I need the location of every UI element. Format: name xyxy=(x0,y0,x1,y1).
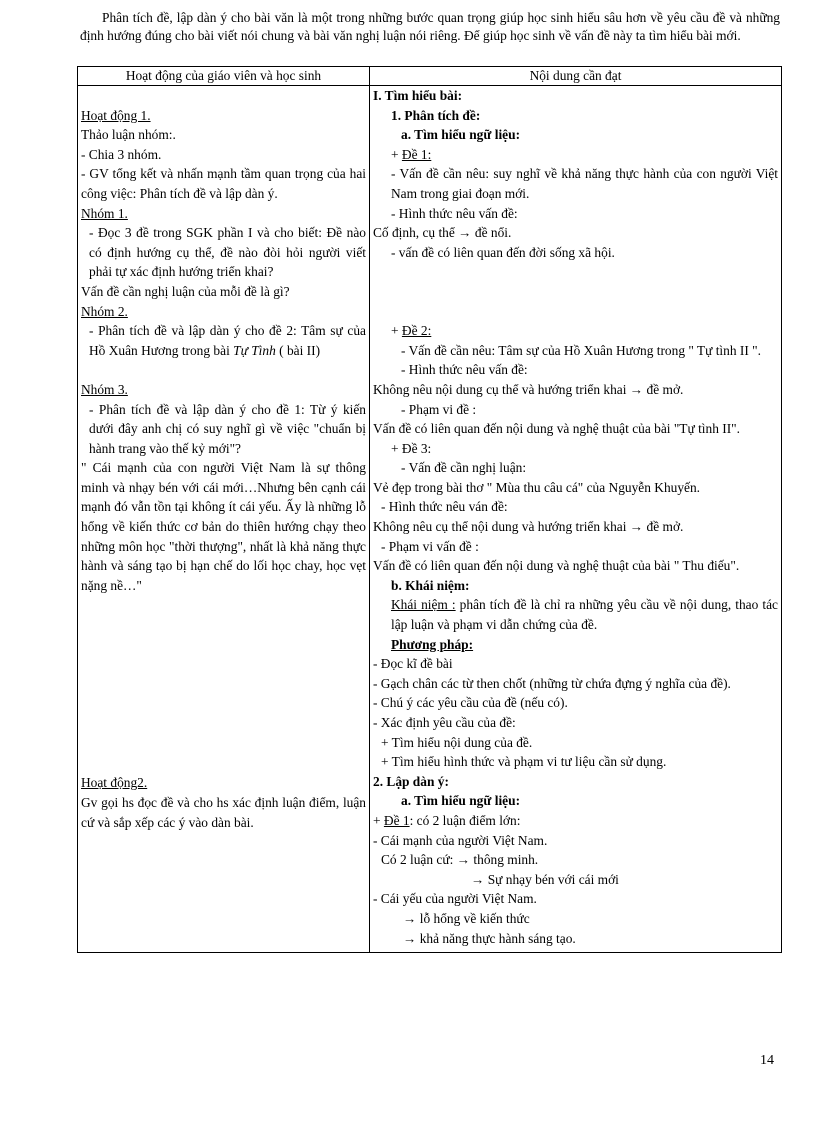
de1-plus: + xyxy=(391,146,402,162)
de2-line2: - Hình thức nêu vấn đề: xyxy=(401,362,528,378)
s2-de1-label: Đề 1 xyxy=(383,812,410,828)
s2-de1-rest: : có 2 luận điểm lớn: xyxy=(409,812,521,828)
method-1: - Đọc kĩ đề bài xyxy=(373,656,453,672)
hd1-line2: - Chia 3 nhóm. xyxy=(81,146,162,162)
outline-1: - Cái mạnh của người Việt Nam. xyxy=(373,832,548,848)
method-5: + Tìm hiểu nội dung của đề. xyxy=(381,734,533,750)
hd1-title: Hoạt động 1. xyxy=(81,107,151,123)
de2-heading xyxy=(373,321,778,341)
outline-3: → Sự nhạy bén với cái mới xyxy=(471,871,619,887)
method-2: - Gạch chân các từ then chốt (những từ chứa đựng ý nghĩa của đề). xyxy=(373,675,731,691)
group1-title: Nhóm 1. xyxy=(81,205,128,221)
de3-line5: - Phạm vi vấn đề : xyxy=(381,538,479,554)
de2-label: Đề 2: xyxy=(401,323,432,339)
de3-line6: Vấn đề có liên quan đến nội dung và nghệ thuật của bài " Thu điếu". xyxy=(373,558,740,574)
left-column xyxy=(78,86,370,953)
method-3: - Chú ý các yêu cầu của đề (nếu có). xyxy=(373,695,568,711)
de2-line3: Không nêu nội dung cụ thể và hướng triển khai → đề mở. xyxy=(373,381,684,397)
de3-line3: - Hình thức nêu ván đề: xyxy=(381,499,508,515)
de1-line2: - Hình thức nêu vấn đề: xyxy=(391,205,518,221)
group1-question: Vấn đề cần nghị luận của mỗi đề là gì? xyxy=(81,283,290,299)
de1-line1: - Vấn đề cần nêu: suy nghĩ về khả năng thực hành của con người Việt Nam trong giai đoạn mới. xyxy=(391,166,778,201)
de2-plus: + xyxy=(391,323,402,339)
concept-body: phân tích đề là chỉ ra những yêu cầu về nội dung, thao tác lập luận và phạm vi dẫn chứng của đề. xyxy=(391,597,778,633)
de1-line4: - vấn đề có liên quan đến đời sống xã hội. xyxy=(391,244,615,260)
section-1-1a-title: a. Tìm hiểu ngữ liệu: xyxy=(401,127,521,143)
intro-paragraph xyxy=(80,9,780,44)
outline-2: Có 2 luận cứ: → thông minh. xyxy=(381,852,539,868)
de3-heading: + Đề 3: xyxy=(391,440,432,456)
outline-5: → lỗ hổng về kiến thức xyxy=(403,910,530,926)
de2-line1: - Vấn đề cần nêu: Tâm sự của Hồ Xuân Hương trong " Tự tình II ". xyxy=(401,342,761,358)
outline-6: → khả năng thực hành sáng tạo. xyxy=(403,930,576,946)
hd2-text: Gv gọi hs đọc đề và cho hs xác định luận điểm, luận cứ và sắp xếp các ý vào dàn bài. xyxy=(81,795,366,830)
de2-line4: - Phạm vi đề : xyxy=(401,401,477,417)
concept-text xyxy=(373,595,778,634)
method-title: Phương pháp: xyxy=(391,636,474,652)
outline-4: - Cái yếu của người Việt Nam. xyxy=(373,891,537,907)
group1-text: - Đọc 3 đề trong SGK phần I và cho biết: Đề nào có định hướng cụ thể, đề nào đòi hỏi người viết phải tự xác định hướng triển khai? xyxy=(89,225,366,280)
de1-label: Đề 1: xyxy=(401,146,432,162)
group3-text: - Phân tích đề và lập dàn ý cho đề 1: Từ ý kiến dưới đây anh chị có suy nghĩ gì về việc "chuẩn bị hành trang vào thế kỷ mới"? xyxy=(89,401,366,456)
group2-text-b: ( bài II) xyxy=(275,342,321,358)
hd1-line3: - GV tổng kết và nhấn mạnh tầm quan trọng của hai công việc: Phân tích đề và lập dàn ý. xyxy=(81,166,366,201)
group2-title: Nhóm 2. xyxy=(81,303,128,319)
method-4: - Xác định yêu cầu của đề: xyxy=(373,715,516,731)
de2-line5: Vấn đề có liên quan đến nội dung và nghệ thuật của bài "Tự tình II". xyxy=(373,421,740,437)
section-1-1-title: 1. Phân tích đề: xyxy=(391,107,481,123)
s2-de1-heading xyxy=(373,811,778,831)
de3-line2: Vẻ đẹp trong bài thơ " Mùa thu câu cá" của Nguyễn Khuyến. xyxy=(373,479,701,495)
hd2-title: Hoạt động2. xyxy=(81,775,148,791)
group2-text-italic: Tự Tình xyxy=(233,342,276,358)
group2-text xyxy=(81,321,366,360)
section-2-title: 2. Lập dàn ý: xyxy=(373,773,449,789)
header-left: Hoạt động của giáo viên và học sinh xyxy=(78,67,370,86)
table-body-row xyxy=(78,86,782,953)
s2-de1-plus: + xyxy=(373,812,384,828)
lesson-table xyxy=(77,66,782,953)
de1-heading xyxy=(373,145,778,165)
table-header-row xyxy=(78,67,782,86)
right-column xyxy=(370,86,782,953)
section-1-1b-title: b. Khái niệm: xyxy=(391,577,470,593)
section-1-title: I. Tìm hiểu bài: xyxy=(373,88,463,103)
method-6: + Tìm hiểu hình thức và phạm vi tư liệu cần sử dụng. xyxy=(381,754,667,770)
concept-label: Khái niệm : xyxy=(391,597,456,613)
hd1-line1: Thảo luận nhóm:. xyxy=(81,127,176,143)
de1-line3: Cố định, cụ thể → đề nổi. xyxy=(373,225,512,241)
group3-quote: " Cái mạnh của con người Việt Nam là sự thông minh và nhạy bén với cái mới…Nhưng bên cạnh cái mạnh đó vẫn tồn tại không ít cái yếu. Ấy là những lỗ hổng về kiến thức cơ bản do thiên hướng chạy theo những môn học "thời thượng", nhất là khả năng thực hành và sáng tạo bị hạn chế do lối học chay, học vẹt nặng nề…" xyxy=(81,460,366,593)
section-2a-title: a. Tìm hiểu ngữ liệu: xyxy=(401,793,521,809)
group3-title: Nhóm 3. xyxy=(81,381,128,397)
de3-line1: - Vấn đề cần nghị luận: xyxy=(401,460,527,476)
page-number: 14 xyxy=(760,1053,774,1068)
group2-text-a: - Phân tích đề và lập dàn ý cho đề 2: Tâm sự của Hồ Xuân Hương trong bài xyxy=(89,323,366,358)
intro-text: Phân tích đề, lập dàn ý cho bài văn là một trong những bước quan trọng giúp học sinh hiểu sâu hơn về yêu cầu đề và những định hướng đúng cho bài viết nói chung và bài văn nghị luận nói riêng. Để giúp học sinh về vấn đề này ta tìm hiểu bài mới. xyxy=(80,10,780,43)
header-right: Nội dung cần đạt xyxy=(370,67,782,86)
de3-line4: Không nêu cụ thể nội dung và hướng triển khai → đề mở. xyxy=(373,519,684,535)
